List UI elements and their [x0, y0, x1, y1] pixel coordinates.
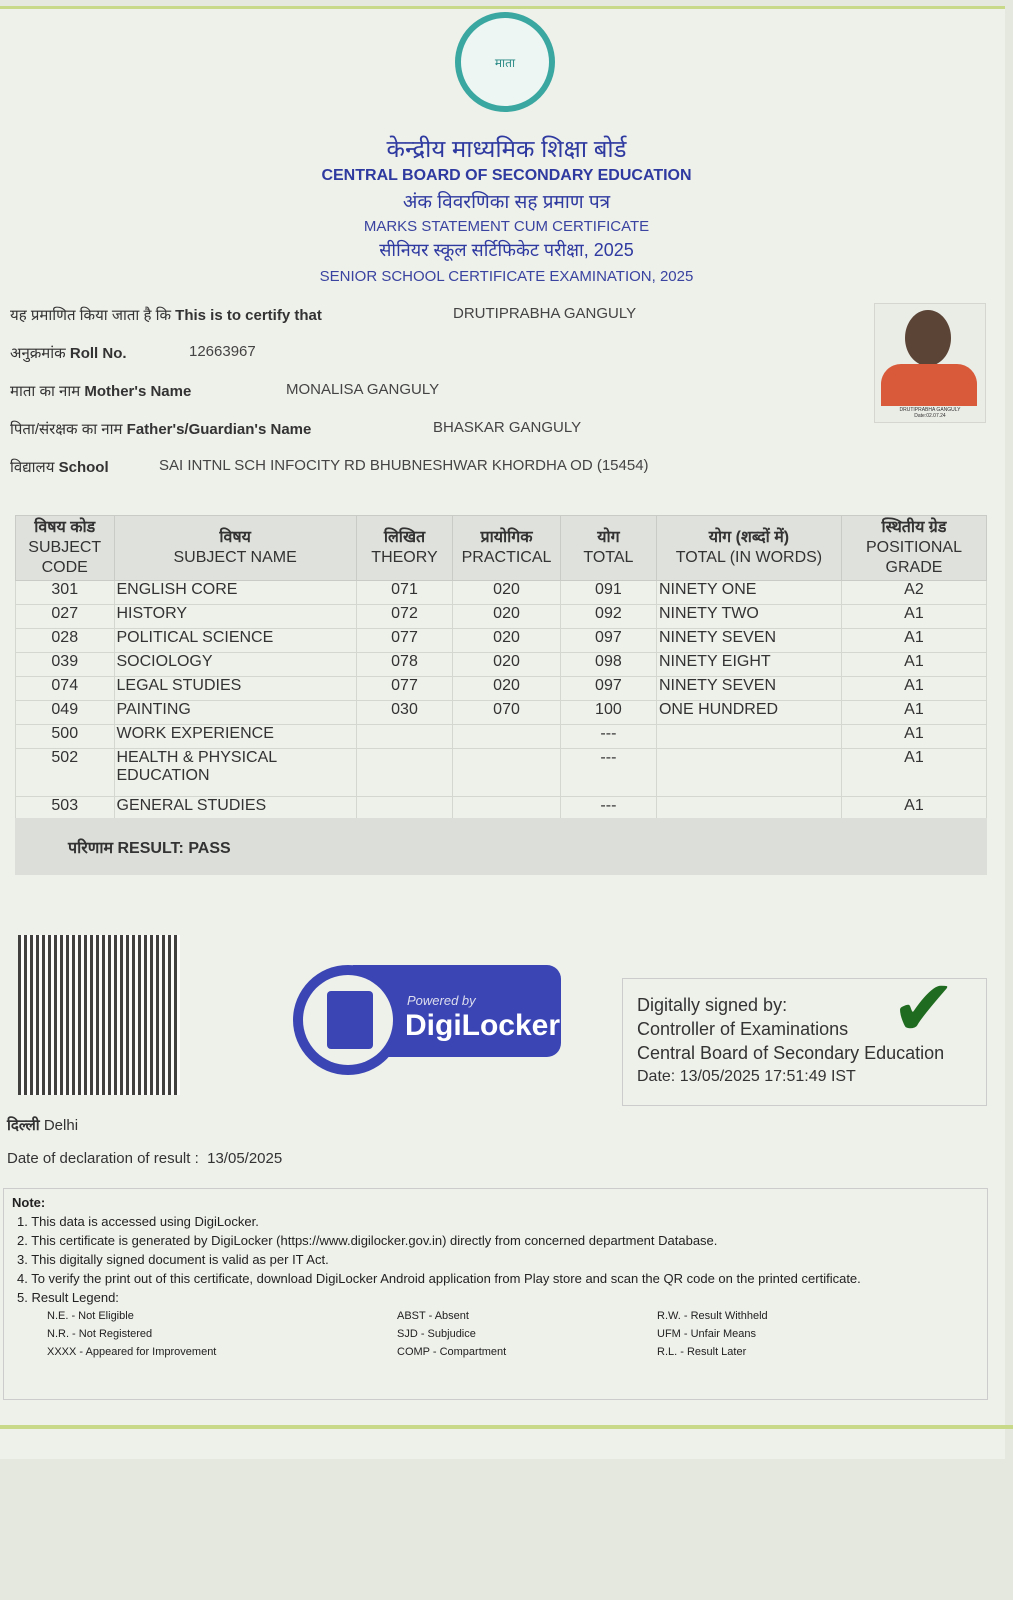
table-cell: A1: [841, 701, 986, 725]
table-cell: A1: [841, 677, 986, 701]
notes-title: Note:: [12, 1195, 46, 1210]
table-cell: [453, 749, 561, 797]
legend-item: SJD - Subjudice: [397, 1328, 476, 1340]
table-cell: [453, 797, 561, 821]
table-cell: GENERAL STUDIES: [114, 797, 356, 821]
note-item: 5. Result Legend:: [17, 1290, 119, 1305]
table-cell: SOCIOLOGY: [114, 653, 356, 677]
result-text: परिणाम RESULT: PASS: [68, 840, 231, 857]
legend-item: COMP - Compartment: [397, 1346, 507, 1358]
table-cell: [656, 749, 841, 797]
father-name: BHASKAR GANGULY: [433, 419, 582, 436]
table-cell: 039: [16, 653, 115, 677]
table-cell: NINETY TWO: [656, 605, 841, 629]
table-cell: 028: [16, 629, 115, 653]
table-cell: ---: [560, 797, 656, 821]
mother-name: MONALISA GANGULY: [286, 381, 440, 398]
column-header: प्रायोगिक PRACTICAL: [453, 516, 561, 581]
table-cell: 020: [453, 677, 561, 701]
note-item: 2. This certificate is generated by DigiLocker (https://www.digilocker.gov.in) directly from concerned department Database.: [17, 1233, 718, 1248]
table-cell: NINETY ONE: [656, 581, 841, 605]
table-cell: 027: [16, 605, 115, 629]
table-cell: POLITICAL SCIENCE: [114, 629, 356, 653]
roll-number: 12663967: [189, 343, 256, 360]
table-cell: 098: [560, 653, 656, 677]
legend-item: ABST - Absent: [397, 1310, 469, 1322]
table-cell: 077: [356, 677, 452, 701]
column-header: लिखित THEORY: [356, 516, 452, 581]
note-item: 4. To verify the print out of this certificate, download DigiLocker Android application from Play store and scan the QR code on the printed certificate.: [17, 1271, 861, 1286]
student-photo: [874, 303, 986, 423]
table-cell: 097: [560, 629, 656, 653]
document-cloud-icon: [327, 991, 373, 1049]
board-name-hindi: केन्द्रीय माध्यमिक शिक्षा बोर्ड: [386, 136, 627, 163]
table-cell: NINETY EIGHT: [656, 653, 841, 677]
column-header: स्थितीय ग्रेड POSITIONAL GRADE: [841, 516, 986, 581]
certify-label: यह प्रमाणित किया जाता है कि This is to certify that: [10, 307, 322, 324]
table-cell: PAINTING: [114, 701, 356, 725]
table-cell: 078: [356, 653, 452, 677]
table-row: [16, 677, 987, 701]
qr-code[interactable]: [18, 935, 180, 1095]
table-cell: A1: [841, 749, 986, 797]
column-header: विषय कोड SUBJECT CODE: [16, 516, 115, 581]
table-cell: 020: [453, 629, 561, 653]
legend-item: R.W. - Result Withheld: [657, 1310, 768, 1322]
photo-caption: DRUTIPRABHA GANGULY: [899, 407, 961, 413]
exam-hindi: सीनियर स्कूल सर्टिफिकेट परीक्षा, 2025: [379, 240, 634, 260]
divider: [0, 1425, 1013, 1429]
logo-text: माता: [494, 55, 516, 70]
table-cell: ---: [560, 749, 656, 797]
table-row: [16, 725, 987, 749]
table-cell: 020: [453, 653, 561, 677]
table-cell: A1: [841, 629, 986, 653]
signed-by: Digitally signed by:: [637, 995, 788, 1015]
table-cell: 503: [16, 797, 115, 821]
legend-item: N.R. - Not Registered: [47, 1328, 153, 1340]
table-cell: 071: [356, 581, 452, 605]
school-name: SAI INTNL SCH INFOCITY RD BHUBNESHWAR KHORDHA OD (15454): [159, 457, 649, 474]
photo-date: Date:02.07.24: [914, 413, 946, 419]
table-cell: 500: [16, 725, 115, 749]
table-cell: A2: [841, 581, 986, 605]
table-cell: [453, 725, 561, 749]
table-cell: [356, 749, 452, 797]
table-cell: 074: [16, 677, 115, 701]
note-item: 1. This data is accessed using DigiLocker.: [17, 1214, 259, 1229]
table-cell: [356, 725, 452, 749]
table-cell: 097: [560, 677, 656, 701]
table-cell: HISTORY: [114, 605, 356, 629]
declaration-date: 13/05/2025: [207, 1150, 283, 1167]
table-cell: 030: [356, 701, 452, 725]
checkmark-icon: ✔: [891, 964, 957, 1052]
school-label: विद्यालय School: [10, 459, 109, 476]
table-cell: WORK EXPERIENCE: [114, 725, 356, 749]
digilocker-badge: [293, 965, 561, 1075]
legend-item: XXXX - Appeared for Improvement: [47, 1346, 217, 1358]
table-row: [16, 629, 987, 653]
table-cell: A1: [841, 653, 986, 677]
legend-item: R.L. - Result Later: [657, 1346, 747, 1358]
signature-date: Date: 13/05/2025 17:51:49 IST: [637, 1068, 856, 1085]
table-cell: 049: [16, 701, 115, 725]
table-cell: 100: [560, 701, 656, 725]
table-cell: 070: [453, 701, 561, 725]
powered-by: Powered by: [407, 993, 476, 1008]
student-name: DRUTIPRABHA GANGULY: [453, 305, 637, 322]
digilocker-brand: DigiLocker: [405, 1009, 561, 1042]
board-name: CENTRAL BOARD OF SECONDARY EDUCATION: [321, 167, 692, 184]
table-cell: LEGAL STUDIES: [114, 677, 356, 701]
column-header: विषय SUBJECT NAME: [114, 516, 356, 581]
cbse-logo: [455, 12, 555, 112]
digital-signature: [622, 964, 987, 1106]
note-item: 3. This digitally signed document is valid as per IT Act.: [17, 1252, 329, 1267]
table-row: [16, 749, 987, 797]
table-row: [16, 797, 987, 821]
notes-box: [3, 1188, 988, 1400]
table-cell: 020: [453, 605, 561, 629]
column-header: योग TOTAL: [560, 516, 656, 581]
table-cell: 502: [16, 749, 115, 797]
table-row: [16, 653, 987, 677]
table-cell: 077: [356, 629, 452, 653]
table-cell: NINETY SEVEN: [656, 629, 841, 653]
table-cell: HEALTH & PHYSICAL EDUCATION: [114, 749, 356, 797]
roll-label: अनुक्रमांक Roll No.: [10, 345, 127, 362]
table-cell: A1: [841, 797, 986, 821]
result-band: [15, 818, 987, 875]
table-row: [16, 701, 987, 725]
signer-title: Controller of Examinations: [637, 1019, 849, 1039]
place: दिल्ली Delhi: [7, 1117, 79, 1134]
legend-item: N.E. - Not Eligible: [47, 1310, 134, 1322]
declaration: Date of declaration of result : 13/05/2025: [7, 1150, 283, 1167]
table-cell: [356, 797, 452, 821]
father-label: पिता/संरक्षक का नाम Father's/Guardian's Name: [10, 421, 312, 438]
table-row: [16, 605, 987, 629]
table-cell: 091: [560, 581, 656, 605]
table-cell: 072: [356, 605, 452, 629]
legend-item: UFM - Unfair Means: [657, 1328, 757, 1340]
doc-title-hindi: अंक विवरणिका सह प्रमाण पत्र: [402, 192, 611, 213]
exam-name: SENIOR SCHOOL CERTIFICATE EXAMINATION, 2025: [319, 268, 694, 285]
table-row: [16, 581, 987, 605]
signer-org: Central Board of Secondary Education: [637, 1043, 945, 1063]
column-header: योग (शब्दों में) TOTAL (IN WORDS): [656, 516, 841, 581]
table-cell: [656, 797, 841, 821]
table-cell: A1: [841, 725, 986, 749]
mother-label: माता का नाम Mother's Name: [10, 383, 192, 400]
table-cell: [656, 725, 841, 749]
marks-table: [15, 515, 987, 821]
table-cell: A1: [841, 605, 986, 629]
table-cell: ONE HUNDRED: [656, 701, 841, 725]
table-cell: NINETY SEVEN: [656, 677, 841, 701]
table-cell: 092: [560, 605, 656, 629]
table-cell: 020: [453, 581, 561, 605]
table-cell: ENGLISH CORE: [114, 581, 356, 605]
doc-title: MARKS STATEMENT CUM CERTIFICATE: [363, 218, 650, 235]
table-cell: ---: [560, 725, 656, 749]
table-cell: 301: [16, 581, 115, 605]
